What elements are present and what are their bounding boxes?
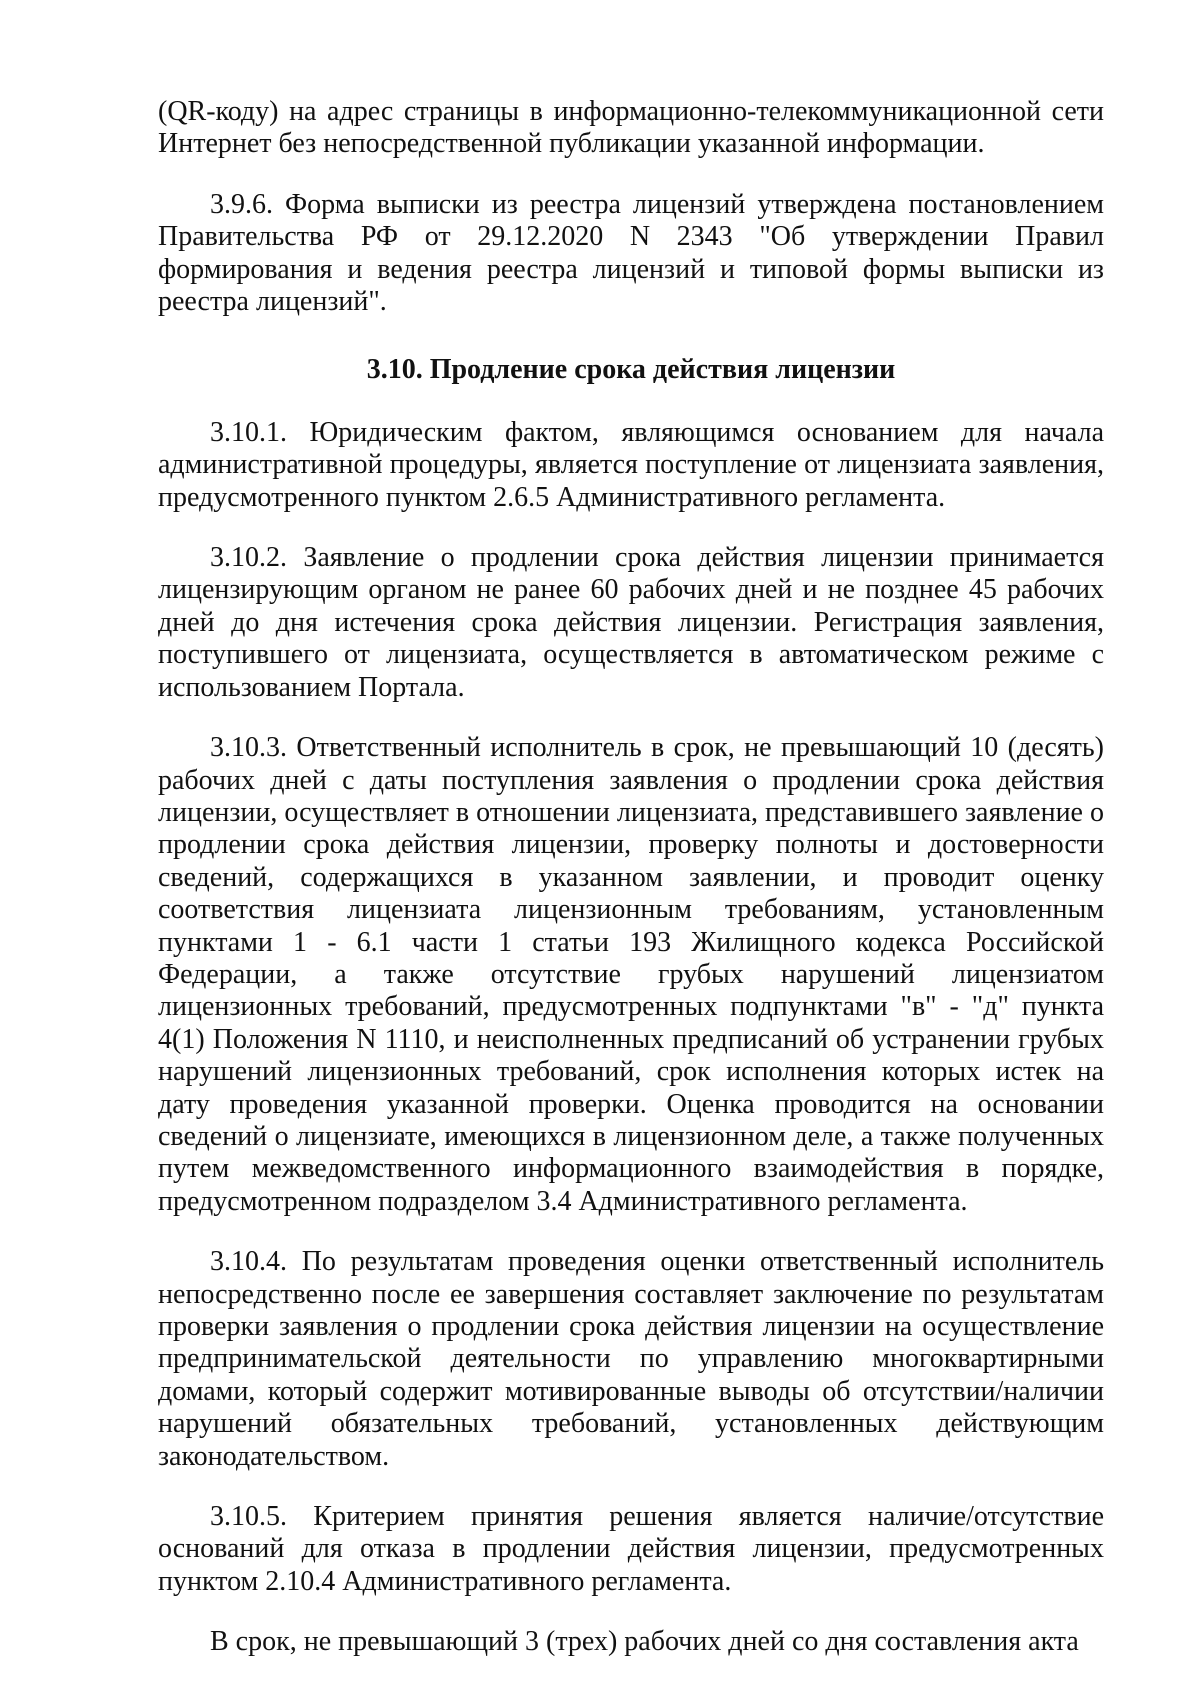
paragraph-3-10-3: 3.10.3. Ответственный исполнитель в срок, не превышающий 10 (десять) рабочих дней с даты поступления заявления о продлении срока действия лицензии, осуществляет в отношении лицензиата, представившего заявление о продлении срока действия лицензии, проверку полноты и достоверности сведений, содержащихся в указанном заявлении, и проводит оценку соответствия лицензиата лицензионным требованиям, установленным пунктами 1 - 6.1 части 1 статьи 193 Жилищного кодекса Российской Федерации, а также отсутствие грубых нарушений лицензиатом лицензионных требований, предусмотренных подпунктами "в" - "д" пункта 4(1) Положения N 1110, и неисполненных предписаний об устранении грубых нарушений лицензионных требований, срок исполнения которых истек на дату проведения указанной проверки. Оценка проводится на основании сведений о лицензиате, имеющихся в лицензионном деле, а также полученных путем межведомственного информационного взаимодействия в порядке, предусмотренном подразделом 3.4 Административного регламента.: [158, 732, 1104, 1217]
paragraph-qr-code-continuation: (QR-коду) на адрес страницы в информационно-телекоммуникационной сети Интернет без непосредственной публикации указанной информации.: [158, 96, 1104, 160]
paragraph-3-10-2: 3.10.2. Заявление о продлении срока действия лицензии принимается лицензирующим органом не ранее 60 рабочих дней и не позднее 45 рабочих дней до дня истечения срока действия лицензии. Регистрация заявления, поступившего от лицензиата, осуществляется в автоматическом режиме с использованием Портала.: [158, 542, 1104, 703]
paragraph-3-10-4: 3.10.4. По результатам проведения оценки ответственный исполнитель непосредственно после ее завершения составляет заключение по результатам проверки заявления о продлении срока действия лицензии на осуществление предпринимательской деятельности по управлению многоквартирными домами, который содержит мотивированные выводы об отсутствии/наличии нарушений обязательных требований, установленных действующим законодательством.: [158, 1246, 1104, 1472]
paragraph-3-10-5: 3.10.5. Критерием принятия решения является наличие/отсутствие оснований для отказа в продлении действия лицензии, предусмотренных пунктом 2.10.4 Административного регламента.: [158, 1501, 1104, 1597]
paragraph-deadline-fragment: В срок, не превышающий 3 (трех) рабочих дней со дня составления акта: [210, 1626, 1079, 1658]
paragraph-3-10-1: 3.10.1. Юридическим фактом, являющимся основанием для начала административной процедуры, является поступление от лицензиата заявления, предусмотренного пунктом 2.6.5 Административного регламента.: [158, 416, 1104, 513]
paragraph-3-9-6: 3.9.6. Форма выписки из реестра лицензий утверждена постановлением Правительства РФ от 29.12.2020 N 2343 "Об утверждении Правил формирования и ведения реестра лицензий и типовой формы выписки из реестра лицензий".: [158, 188, 1104, 318]
section-heading-3-10: 3.10. Продление срока действия лицензии: [366, 354, 896, 386]
document-page: [158, 96, 1104, 1659]
